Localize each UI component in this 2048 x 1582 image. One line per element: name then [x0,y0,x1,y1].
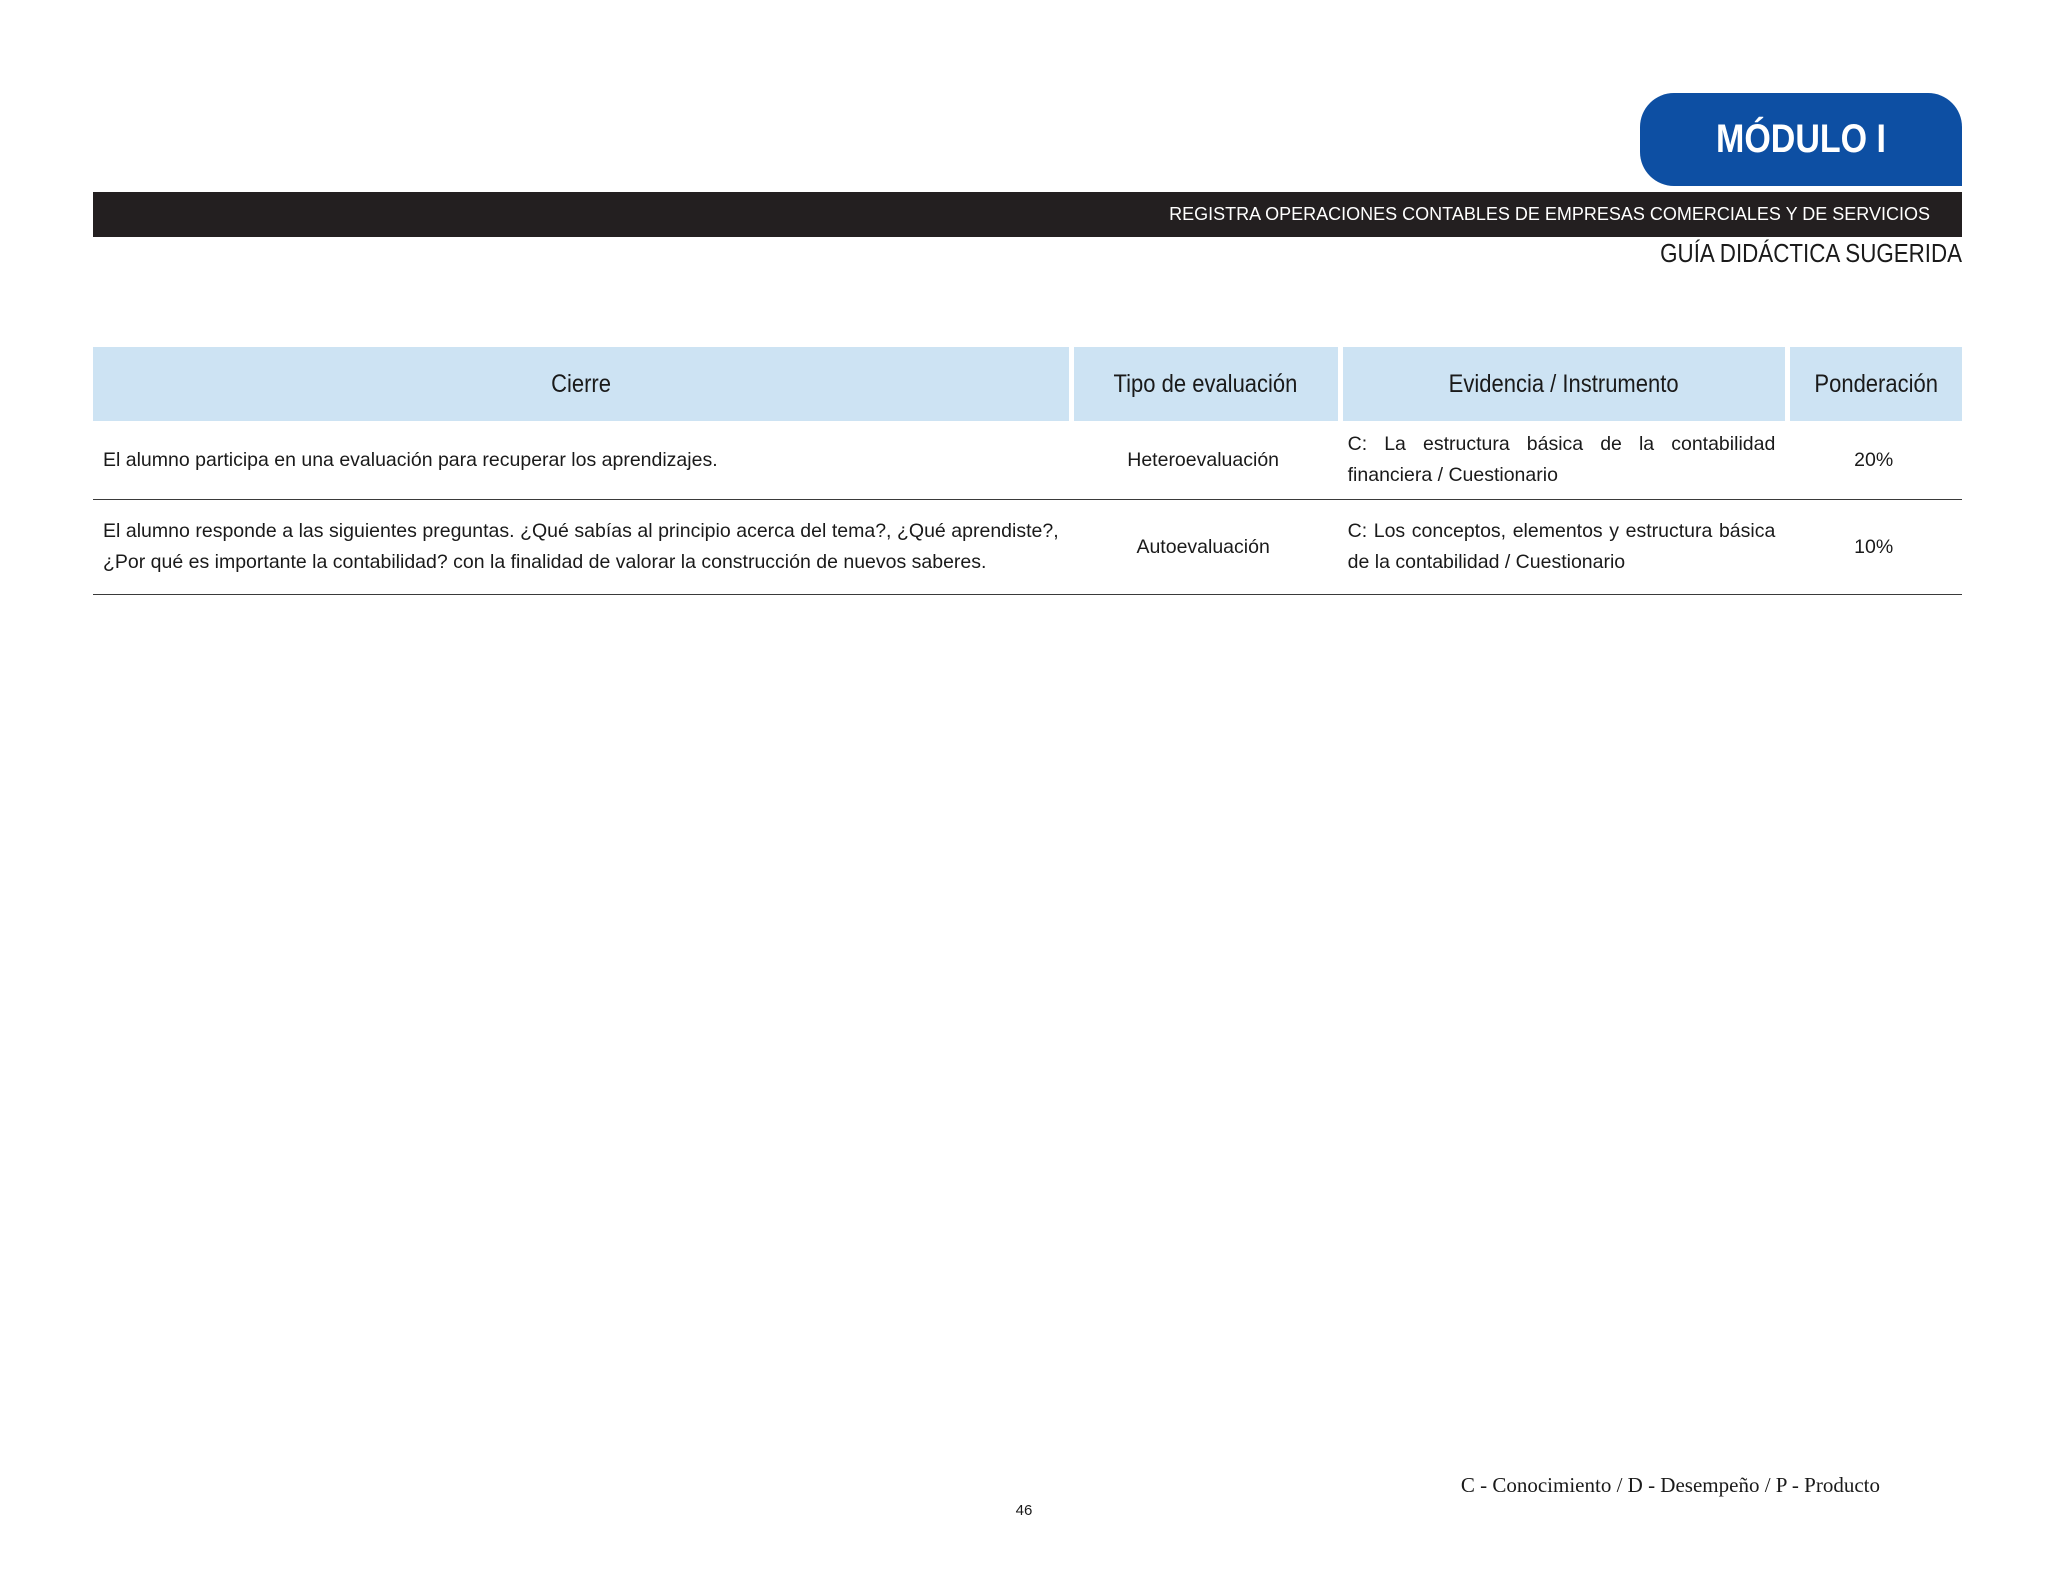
cell-tipo: Heteroevaluación [1069,421,1338,500]
cell-cierre: El alumno responde a las siguientes preguntas. ¿Qué sabías al principio acerca del tema?, ¿Qué aprendiste?, ¿Por qué es importante la contabilidad? con la finalidad de valorar la construcción de nuevos saberes. [93,500,1069,595]
cell-cierre: El alumno participa en una evaluación para recuperar los aprendizajes. [93,421,1069,500]
cell-ponderacion: 20% [1785,421,1962,500]
cell-ponderacion: 10% [1785,500,1962,595]
course-title: REGISTRA OPERACIONES CONTABLES DE EMPRESAS COMERCIALES Y DE SERVICIOS [1169,204,1930,224]
module-tab [1640,93,1962,186]
guide-subtitle: GUÍA DIDÁCTICA SUGERIDA [1660,238,1962,268]
cell-tipo: Autoevaluación [1069,500,1338,595]
table-header-row [93,347,1962,421]
module-label: MÓDULO I [1715,117,1886,161]
header-ponderacion: Ponderación [1785,347,1962,421]
evaluation-table [93,347,1962,595]
header-cierre: Cierre [93,347,1069,421]
cell-evidencia: C: La estructura básica de la contabilidad financiera / Cuestionario [1338,421,1786,500]
evidence-legend: C - Conocimiento / D - Desempeño / P - Producto [1460,1473,1880,1497]
cell-evidencia: C: Los conceptos, elementos y estructura básica de la contabilidad / Cuestionario [1338,500,1786,595]
header-evidencia-instrumento: Evidencia / Instrumento [1338,347,1786,421]
table-row [93,500,1962,595]
course-banner [93,192,1962,237]
table-row [93,421,1962,500]
page-number: 46 [1015,1502,1033,1519]
header-tipo-evaluacion: Tipo de evaluación [1069,347,1338,421]
